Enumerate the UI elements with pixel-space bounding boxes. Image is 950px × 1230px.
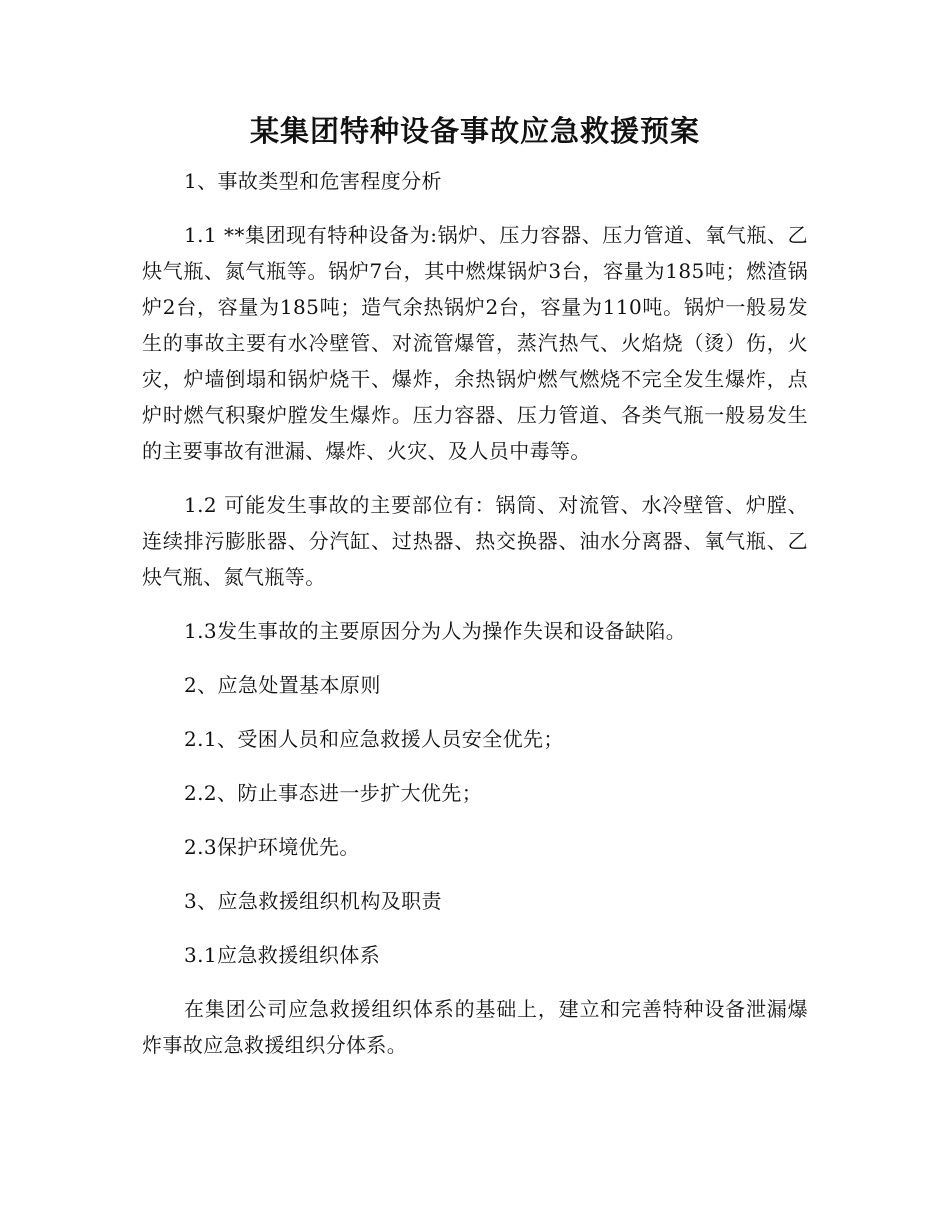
- section-heading-1: 1、事故类型和危害程度分析: [184, 169, 442, 193]
- paragraph-1-2: 1.2 可能发生事故的主要部位有：锅筒、对流管、水冷壁管、炉膛、连续排污膨胀器、分汽缸、过热器、热交换器、油水分离器、氧气瓶、乙炔气瓶、氮气瓶等。: [142, 493, 808, 589]
- paragraph-3-1-body: 在集团公司应急救援组织体系的基础上，建立和完善特种设备泄漏爆炸事故应急救援组织分体系。: [142, 997, 808, 1057]
- paragraph-2-1: 2.1、受困人员和应急救援人员安全优先；: [184, 727, 564, 751]
- document-title: 某集团特种设备事故应急救援预案: [249, 114, 700, 148]
- paragraph-1-3: 1.3发生事故的主要原因分为人为操作失误和设备缺陷。: [184, 619, 687, 643]
- subsection-heading-3-1: 3.1应急救援组织体系: [184, 943, 381, 967]
- section-heading-2: 2、应急处置基本原则: [184, 673, 381, 697]
- section-heading-3: 3、应急救援组织机构及职责: [184, 889, 442, 913]
- paragraph-1-1: 1.1 **集团现有特种设备为:锅炉、压力容器、压力管道、氧气瓶、乙炔气瓶、氮气瓶等。锅炉7台，其中燃煤锅炉3台，容量为185吨；燃渣锅炉2台，容量为185吨；造气余热锅炉2台，容量为110吨。锅炉一般易发生的事故主要有水冷壁管、对流管爆管，蒸汽热气、火焰烧（烫）伤，火灾，炉墙倒塌和锅炉烧干、爆炸，余热锅炉燃气燃烧不完全发生爆炸，点炉时燃气积聚炉膛发生爆炸。压力容器、压力管道、各类气瓶一般易发生的主要事故有泄漏、爆炸、火灾、及人员中毒等。: [142, 223, 808, 463]
- paragraph-2-3: 2.3保护环境优先。: [184, 835, 360, 859]
- paragraph-2-2: 2.2、防止事态进一步扩大优先；: [184, 781, 483, 805]
- document-body: [142, 163, 808, 1081]
